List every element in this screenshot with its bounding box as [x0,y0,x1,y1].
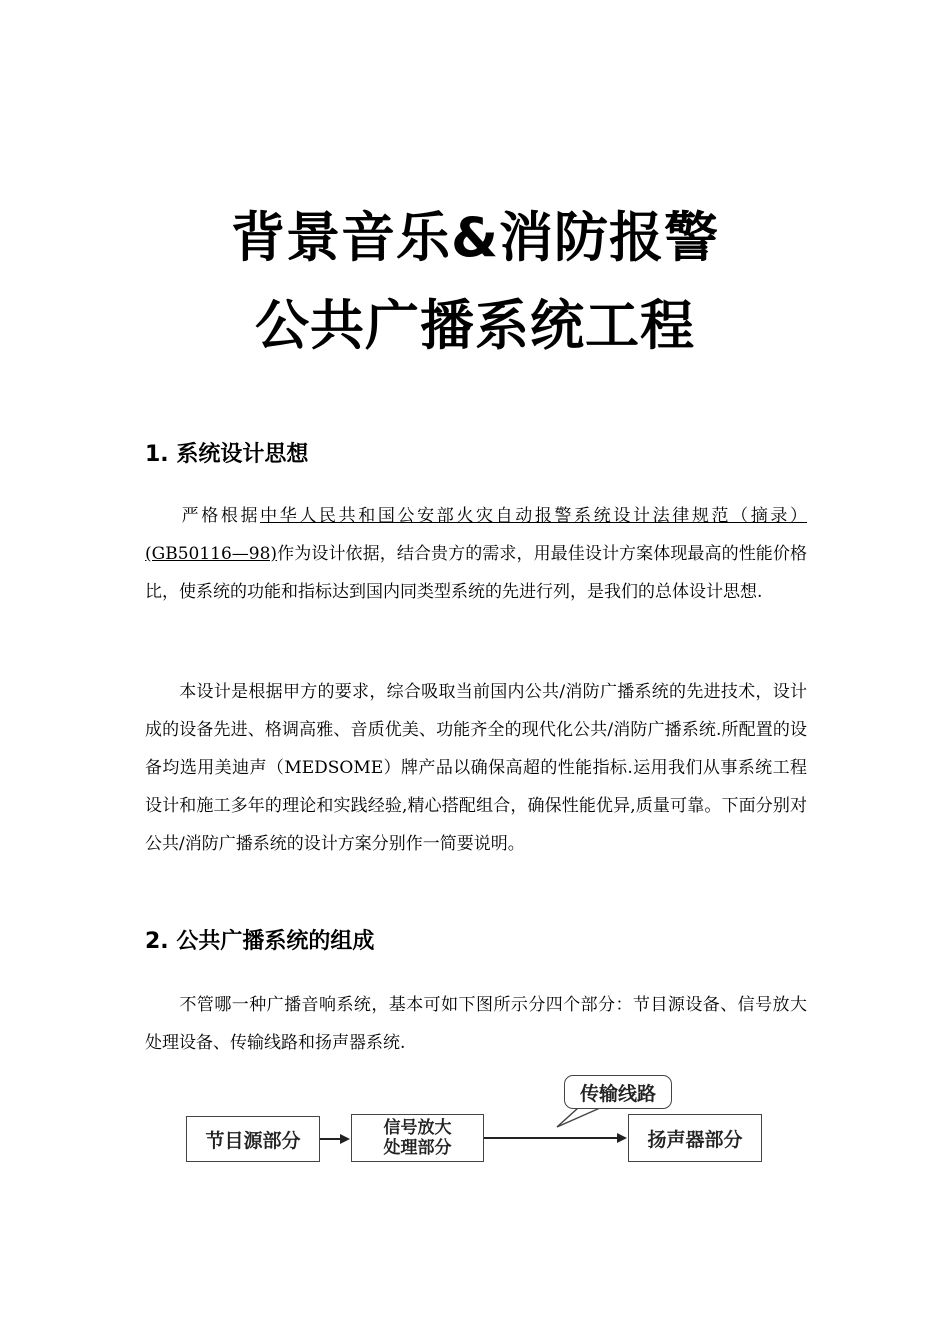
standard-reference-link[interactable]: 中华人民共和国公安部火灾自动报警系统设计法律规范（摘录）(GB50116—98) [145,506,807,564]
callout-pointer [557,1108,600,1127]
program-source-box: 节目源部分 [186,1116,320,1162]
doc-title-line2: 公共广播系统工程 [255,294,695,357]
section2-heading: 2. 公共广播系统的组成 [145,929,375,954]
amp-box-line1: 信号放大 [383,1118,452,1138]
para1-before: 严格根据 [179,506,261,526]
section2-para-text: 不管哪一种广播音响系统，基本可如下图所示分四个部分：节目源设备、信号放大处理设备、传输线路和扬声器系统. [145,995,807,1053]
speaker-box: 扬声器部分 [628,1114,762,1162]
section1-heading: 1. 系统设计思想 [145,442,309,467]
transmission-line-callout: 传输线路 [564,1075,672,1109]
para2-text: 本设计是根据甲方的要求，综合吸取当前国内公共/消防广播系统的先进技术，设计成的设备先进、格调高雅、音质优美、功能齐全的现代化公共/消防广播系统.所配置的设备均选用美迪声（MEDSOME）牌产品以确保高超的性能指标.运用我们从事系统工程设计和施工多年的理论和实践经验,精心搭配组合，确保性能优异,质量可靠。下面分别对公共/消防广播系统的设计方案分别作一简要说明。 [145,682,807,854]
signal-amp-box [351,1114,484,1162]
amp-box-line2: 处理部分 [383,1138,452,1158]
doc-title-line1: 背景音乐&消防报警 [230,206,720,269]
para1-after: 作为设计依据，结合贵方的需求，用最佳设计方案体现最高的性能价格比，使系统的功能和指标达到国内同类型系统的先进行列，是我们的总体设计思想. [145,544,807,602]
